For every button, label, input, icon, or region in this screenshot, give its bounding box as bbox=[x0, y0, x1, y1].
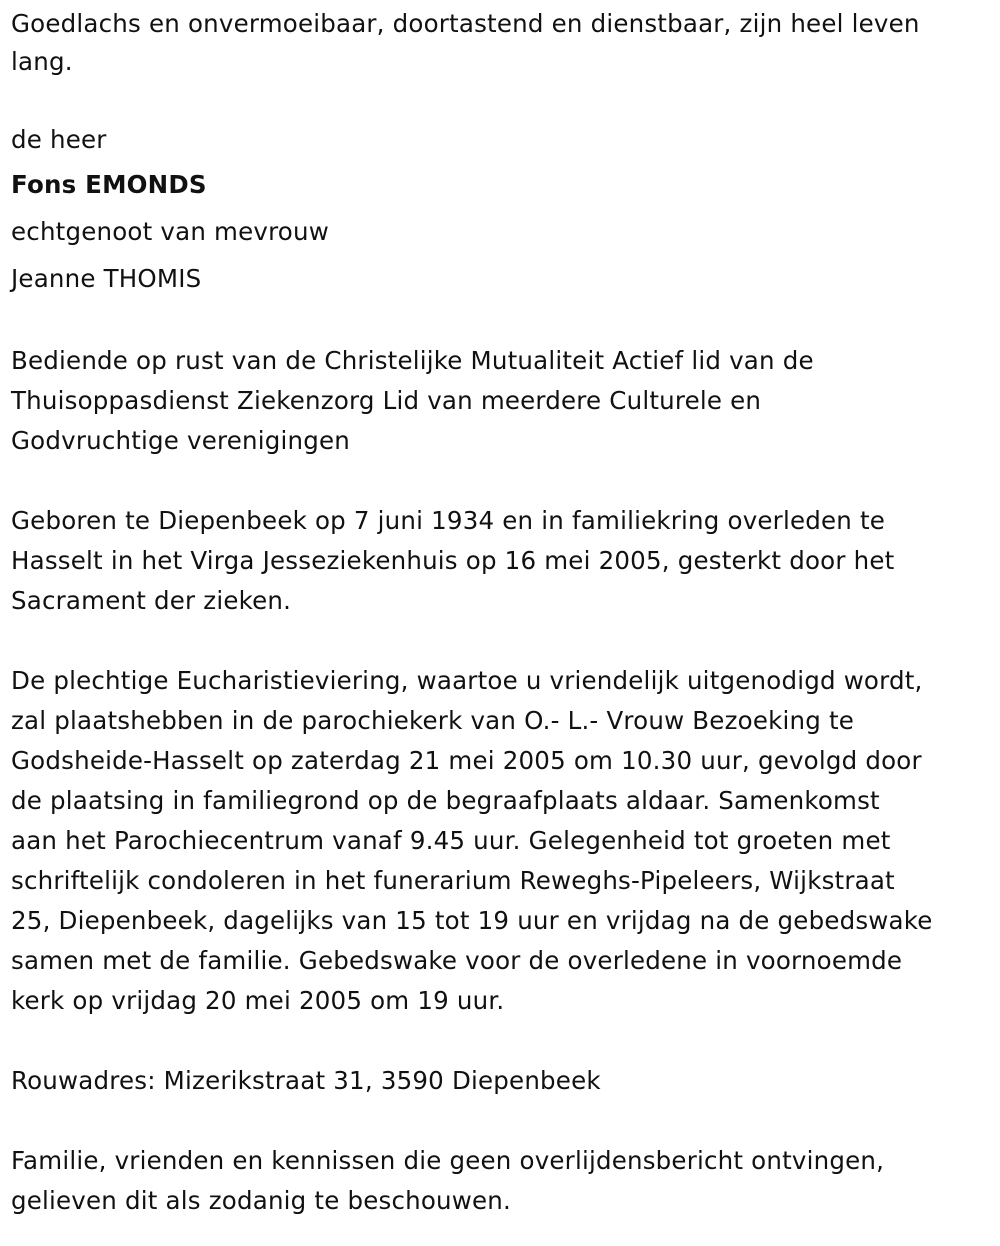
occupation-line: Bediende op rust van de Christelijke Mutualiteit Actief lid van de bbox=[11, 346, 814, 375]
spacer bbox=[11, 461, 989, 501]
ceremony-line: kerk op vrijdag 20 mei 2005 om 19 uur. bbox=[11, 986, 505, 1015]
birth-death-paragraph bbox=[11, 501, 989, 621]
occupation-line: Godvruchtige verenigingen bbox=[11, 426, 351, 455]
birth-death-line: Hasselt in het Virga Jesseziekenhuis op 16 mei 2005, gesterkt door het bbox=[11, 546, 895, 575]
deceased-name: Fons EMONDS bbox=[11, 170, 207, 199]
occupation-paragraph bbox=[11, 341, 989, 461]
spacer bbox=[11, 621, 989, 661]
address-paragraph bbox=[11, 1061, 989, 1101]
ceremony-line: Godsheide-Hasselt op zaterdag 21 mei 2005 om 10.30 uur, gevolgd door bbox=[11, 746, 922, 775]
ceremony-line: 25, Diepenbeek, dagelijks van 15 tot 19 uur en vrijdag na de gebedswake bbox=[11, 906, 933, 935]
obituary-document bbox=[11, 4, 989, 1221]
ceremony-paragraph bbox=[11, 661, 989, 1021]
closing-line: gelieven dit als zodanig te beschouwen. bbox=[11, 1186, 512, 1215]
spacer bbox=[11, 82, 989, 120]
birth-death-line: Sacrament der zieken. bbox=[11, 586, 292, 615]
ceremony-line: schriftelijk condoleren in het funerarium Reweghs-Pipeleers, Wijkstraat bbox=[11, 866, 895, 895]
closing-line: Familie, vrienden en kennissen die geen overlijdensbericht ontvingen, bbox=[11, 1146, 885, 1175]
ceremony-line: de plaatsing in familiegrond op de begraafplaats aldaar. Samenkomst bbox=[11, 786, 880, 815]
honorific: de heer bbox=[11, 125, 107, 154]
intro-line: lang. bbox=[11, 47, 73, 76]
intro-line: Goedlachs en onvermoeibaar, doortastend en dienstbaar, zijn heel leven bbox=[11, 9, 920, 38]
spacer bbox=[11, 1101, 989, 1141]
ceremony-line: samen met de familie. Gebedswake voor de overledene in voornoemde bbox=[11, 946, 903, 975]
spouse-name: Jeanne THOMIS bbox=[11, 264, 202, 293]
occupation-line: Thuisoppasdienst Ziekenzorg Lid van meerdere Culturele en bbox=[11, 386, 762, 415]
intro-paragraph bbox=[11, 4, 989, 82]
closing-paragraph bbox=[11, 1141, 989, 1221]
birth-death-line: Geboren te Diepenbeek op 7 juni 1934 en in familiekring overleden te bbox=[11, 506, 886, 535]
ceremony-line: zal plaatshebben in de parochiekerk van O.- L.- Vrouw Bezoeking te bbox=[11, 706, 855, 735]
mourning-address: Rouwadres: Mizerikstraat 31, 3590 Diepenbeek bbox=[11, 1066, 601, 1095]
ceremony-line: aan het Parochiecentrum vanaf 9.45 uur. Gelegenheid tot groeten met bbox=[11, 826, 891, 855]
spacer bbox=[11, 1021, 989, 1061]
spacer bbox=[11, 301, 989, 341]
deceased-block bbox=[11, 120, 989, 301]
spouse-label: echtgenoot van mevrouw bbox=[11, 217, 329, 246]
ceremony-line: De plechtige Eucharistieviering, waartoe u vriendelijk uitgenodigd wordt, bbox=[11, 666, 923, 695]
